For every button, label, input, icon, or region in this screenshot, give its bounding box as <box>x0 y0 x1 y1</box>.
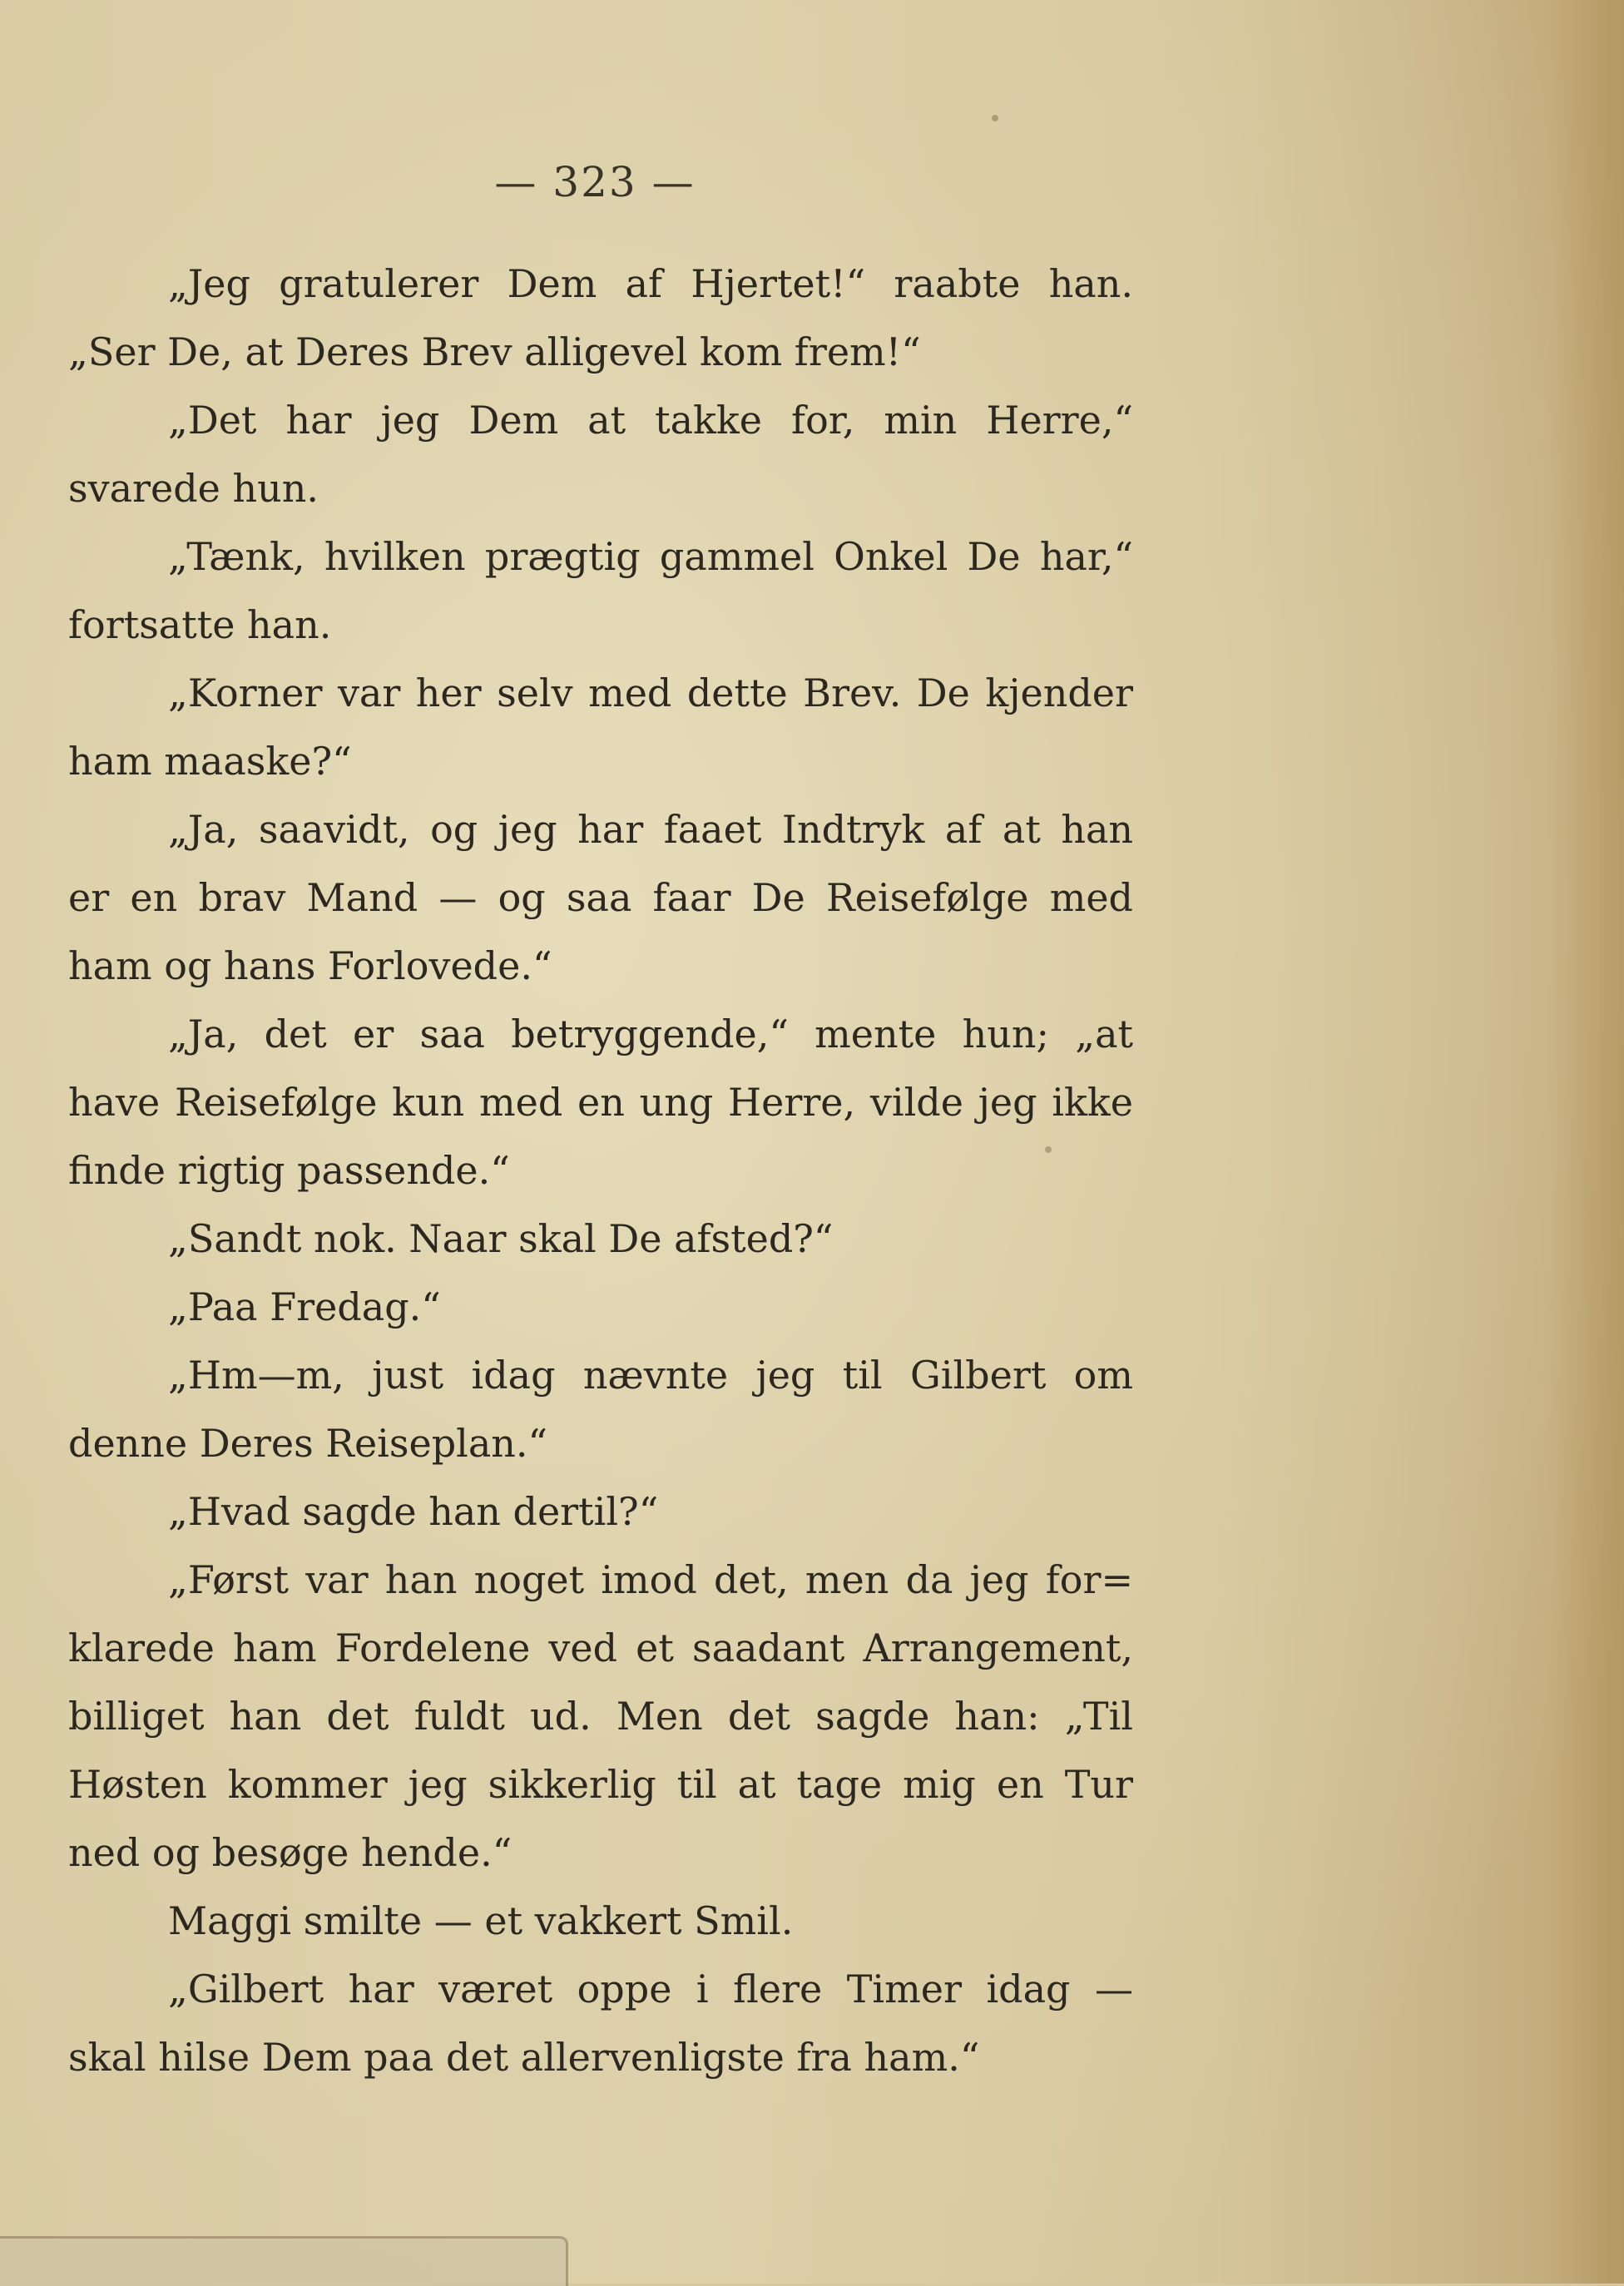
text-line: have Reisefølge kun med en ung Herre, vilde jeg ikke <box>68 1080 1133 1125</box>
body-text <box>68 250 1133 2091</box>
text-line: denne Deres Reiseplan.“ <box>68 1421 548 1466</box>
page-number: — 323 — <box>494 158 696 206</box>
text-line: „Korner var her selv med dette Brev. De kjender <box>168 670 1133 715</box>
text-line: Høsten kommer jeg sikkerlig til at tage mig en Tur <box>68 1762 1133 1807</box>
text-line: „Det har jeg Dem at takke for, min Herre,“ <box>168 398 1133 443</box>
page-edge-shadow <box>1549 0 1624 2284</box>
text-line: „Jeg gratulerer Dem af Hjertet!“ raabte han. <box>168 261 1133 306</box>
text-line: skal hilse Dem paa det allervenligste fra ham.“ <box>68 2035 980 2080</box>
text-line: er en brav Mand — og saa faar De Reisefølge med <box>68 875 1133 920</box>
text-line: „Ja, saavidt, og jeg har faaet Indtryk af at han <box>168 807 1133 852</box>
text-line: „Gilbert har været oppe i flere Timer idag — <box>168 1967 1133 2011</box>
text-line: „Tænk, hvilken prægtig gammel Onkel De har,“ <box>168 534 1133 579</box>
text-line: ham og hans Forlovede.“ <box>68 943 552 988</box>
text-line: fortsatte han. <box>68 602 332 647</box>
text-line: svarede hun. <box>68 466 319 511</box>
text-line: „Ser De, at Deres Brev alligevel kom frem!“ <box>68 329 921 374</box>
text-line: ned og besøge hende.“ <box>68 1830 512 1875</box>
text-line: „Sandt nok. Naar skal De afsted?“ <box>168 1216 834 1261</box>
text-line: billiget han det fuldt ud. Men det sagde han: „Til <box>68 1694 1133 1739</box>
text-line: ham maaske?“ <box>68 739 352 784</box>
text-line: „Hvad sagde han dertil?“ <box>168 1489 659 1534</box>
text-line: „Paa Fredag.“ <box>168 1284 441 1329</box>
text-line: klarede ham Fordelene ved et saadant Arrangement, <box>68 1625 1133 1670</box>
text-line: „Først var han noget imod det, men da jeg for= <box>168 1557 1133 1602</box>
text-line: „Ja, det er saa betryggende,“ mente hun; „at <box>168 1012 1133 1056</box>
bottom-paper-edge <box>0 2236 568 2286</box>
text-line: „Hm—m, just idag nævnte jeg til Gilbert om <box>168 1353 1133 1398</box>
text-line: Maggi smilte — et vakkert Smil. <box>168 1898 794 1943</box>
text-line: finde rigtig passende.“ <box>68 1148 510 1193</box>
paper-speck <box>992 115 998 121</box>
